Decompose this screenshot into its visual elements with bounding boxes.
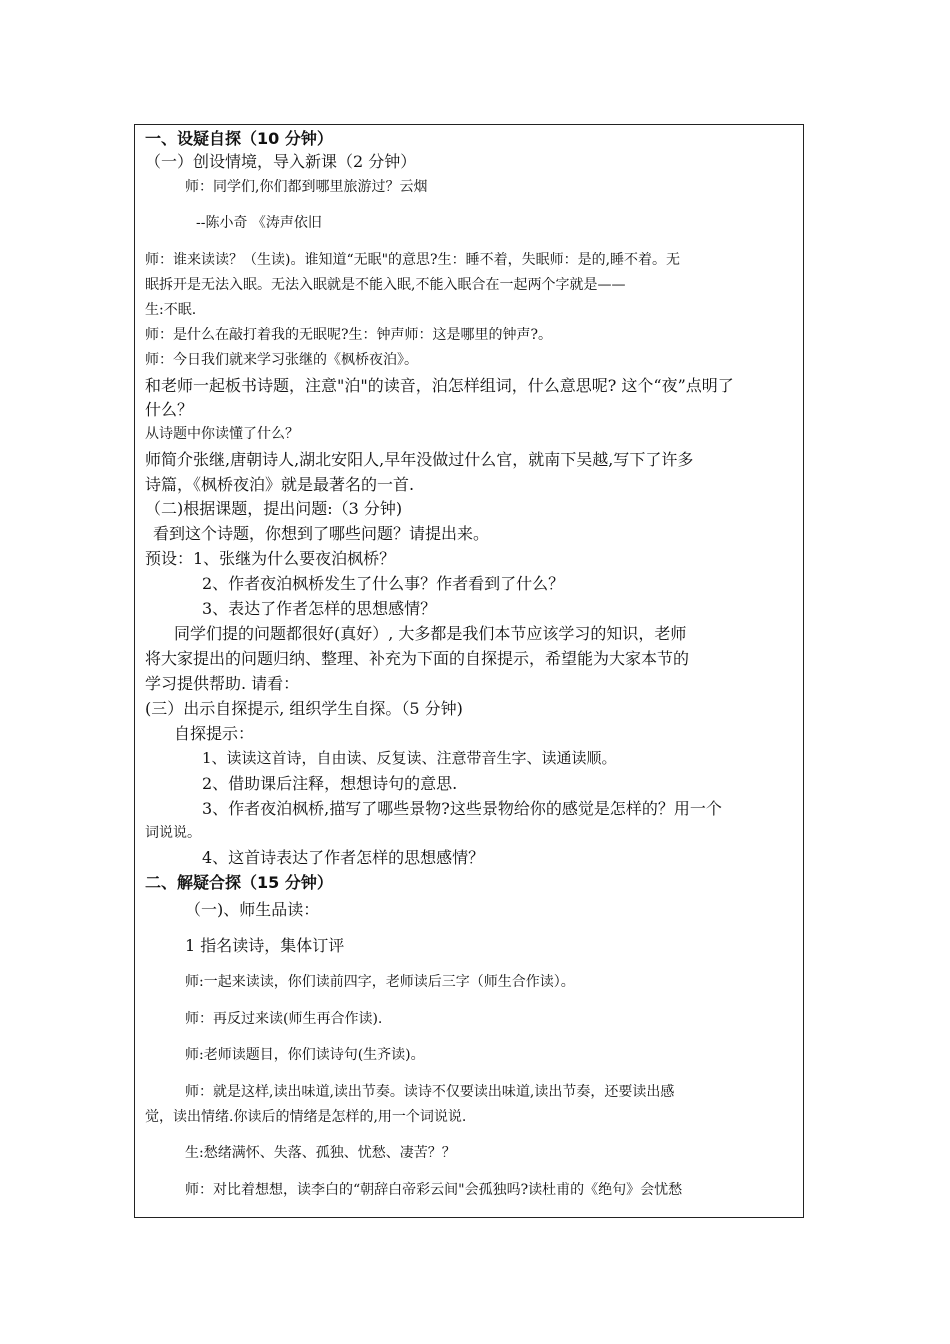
- text-line: 师简介张继,唐朝诗人,湖北安阳人,早年没做过什么官，就南下吴越,写下了许多: [145, 450, 694, 469]
- subsection-heading: （一)、师生品读：: [185, 900, 320, 919]
- subsection-heading: 1 指名读诗，集体订评: [185, 936, 345, 955]
- text-line: 1、读读这首诗，自由读、反复读、注意带音生字、读通读顺。: [202, 749, 617, 767]
- text-line: 3、作者夜泊枫桥,描写了哪些景物?这些景物给你的感觉是怎样的？用一个: [202, 799, 722, 818]
- text-line: 觉，读出情绪.你读后的情绪是怎样的,用一个词说说.: [145, 1109, 467, 1125]
- text-line: 学习提供帮助. 请看：: [145, 674, 300, 693]
- text-line: 师：再反过来读(师生再合作读).: [185, 1011, 383, 1027]
- text-line: 师：同学们,你们都到哪里旅游过？云烟: [185, 179, 428, 195]
- text-line: 眠拆开是无法入眠。无法入眠就是不能入眠,不能入眠合在一起两个字就是——: [145, 277, 626, 293]
- text-line: 师：谁来读读？（生读)。谁知道“无眠"的意思?生：睡不着，失眠师：是的,睡不着。无: [145, 252, 681, 268]
- section-heading: 一、设疑自探（10 分钟）: [145, 129, 333, 148]
- text-line: 自探提示：: [174, 724, 255, 743]
- text-line: 师:一起来读读，你们读前四字，老师读后三字（师生合作读）。: [185, 974, 575, 990]
- text-line: 师：是什么在敲打着我的无眠呢?生：钟声师：这是哪里的钟声?。: [145, 327, 553, 343]
- text-line: 师：今日我们就来学习张继的《枫桥夜泊》。: [145, 352, 418, 368]
- subsection-heading: （二)根据课题，提出问题:（3 分钟): [145, 499, 403, 518]
- text-line: 生:愁绪满怀、失落、孤独、忧愁、凄苦？？: [185, 1145, 456, 1161]
- text-line: 看到这个诗题，你想到了哪些问题？请提出来。: [153, 524, 490, 543]
- text-line: 3、表达了作者怎样的思想感情？: [202, 599, 437, 618]
- text-line: 生:不眠.: [145, 302, 197, 318]
- text-line: 师:老师读题目，你们读诗句(生齐读)。: [185, 1047, 425, 1063]
- text-line: 预设：1、张继为什么要夜泊枫桥？: [145, 549, 396, 568]
- text-line: 将大家提出的问题归纳、整理、补充为下面的自探提示，希望能为大家本节的: [145, 649, 690, 668]
- text-line: 和老师一起板书诗题，注意"泊"的读音，泊怎样组词，什么意思呢? 这个“夜”点明了: [145, 376, 734, 395]
- text-line: 师：对比着想想，读李白的“朝辞白帝彩云间"会孤独吗?读杜甫的《绝句》会忧愁: [185, 1182, 683, 1198]
- text-line: 从诗题中你读懂了什么？: [145, 426, 299, 442]
- text-line: 2、作者夜泊枫桥发生了什么事？作者看到了什么？: [202, 574, 565, 593]
- text-line: 2、借助课后注释，想想诗句的意思.: [202, 774, 458, 793]
- text-line: --陈小奇 《涛声依旧: [196, 215, 322, 231]
- text-line: 师：就是这样,读出味道,读出节奏。读诗不仅要读出味道,读出节奏，还要读出感: [185, 1084, 675, 1100]
- text-line: 同学们提的问题都很好(真好）, 大多都是我们本节应该学习的知识，老师: [174, 624, 687, 643]
- subsection-heading: （一）创设情境，导入新课（2 分钟）: [145, 152, 417, 171]
- text-line: 什么？: [145, 400, 194, 419]
- text-line: 词说说。: [145, 825, 201, 841]
- subsection-heading: (三）出示自探提示, 组织学生自探。（5 分钟): [145, 699, 463, 718]
- text-line: 诗篇，《枫桥夜泊》就是最著名的一首.: [145, 475, 415, 494]
- section-heading: 二、解疑合探（15 分钟）: [145, 873, 333, 892]
- text-line: 4、这首诗表达了作者怎样的思想感情？: [202, 848, 485, 867]
